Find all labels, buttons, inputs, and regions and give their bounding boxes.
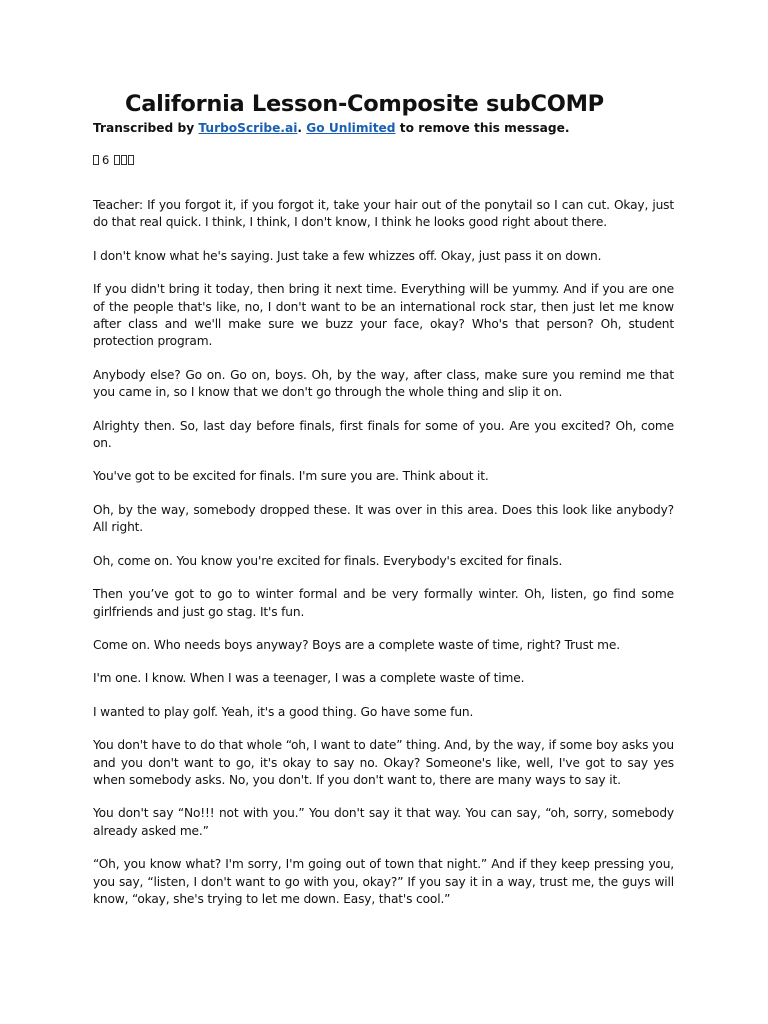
transcript-paragraph: Alrighty then. So, last day before finals, first finals for some of you. Are you excited? Oh, come on. — [93, 418, 674, 451]
transcript-paragraph: Then you’ve got to go to winter formal and be very formally winter. Oh, listen, go find some girlfriends and just go stag. It's fun. — [93, 587, 674, 619]
missing-glyphs-icon — [114, 155, 134, 165]
transcript-paragraph: Anybody else? Go on. Go on, boys. Oh, by the way, after class, make sure you remind me that you came in, so I know that we don't go through the whole thing and slip it on. — [93, 367, 674, 400]
transcript-paragraph: Oh, come on. You know you're excited for finals. Everybody's excited for finals. — [93, 553, 563, 568]
transcript-paragraph: Teacher: If you forgot it, if you forgot it, take your hair out of the ponytail so I can cut. Okay, just do that real quick. I think, I think, I don't know, I think he looks good right about there. — [93, 198, 674, 230]
credit-middle: . — [297, 121, 307, 135]
transcript-paragraph: You don't have to do that whole “oh, I want to date” thing. And, by the way, if some boy asks you and you don't want to go, it's okay to say no. Okay? Someone's like, well, I've got to say yes when somebody asks. No, you don't. If you don't want to, there are many ways to say it. — [93, 738, 674, 787]
transcript-paragraph: I wanted to play golf. Yeah, it's a good thing. Go have some fun. — [93, 704, 474, 719]
missing-glyph-icon — [93, 155, 99, 165]
meta-number: 6 — [102, 153, 110, 167]
transcription-credit — [93, 120, 674, 136]
transcript-paragraph: I'm one. I know. When I was a teenager, I was a complete waste of time. — [93, 671, 525, 686]
transcript-paragraph: If you didn't bring it today, then bring it next time. Everything will be yummy. And if you are one of the people that's like, no, I don't want to be an international rock star, then just let me know after class and we'll make sure we buzz your face, okay? Who's that person? Oh, student protection program. — [93, 282, 674, 349]
credit-suffix: to remove this message. — [395, 121, 570, 135]
transcript-meta — [93, 153, 674, 167]
transcript-body — [93, 197, 674, 908]
turboscribe-link[interactable]: TurboScribe.ai — [198, 121, 298, 135]
credit-prefix: Transcribed by — [93, 121, 199, 135]
document-title: California Lesson-Composite subCOMP — [125, 91, 604, 117]
go-unlimited-link[interactable]: Go Unlimited — [306, 121, 396, 135]
transcript-paragraph: Come on. Who needs boys anyway? Boys are a complete waste of time, right? Trust me. — [93, 637, 620, 652]
document-page — [93, 88, 674, 924]
transcript-paragraph: You don't say “No!!! not with you.” You don't say it that way. You can say, “oh, sorry, somebody already asked me.” — [93, 806, 674, 838]
transcript-paragraph: Oh, by the way, somebody dropped these. It was over in this area. Does this look like anybody? All right. — [93, 502, 674, 535]
transcript-paragraph: “Oh, you know what? I'm sorry, I'm going out of town that night.” And if they keep pressing you, you say, “listen, I don't want to go with you, okay?” If you say it in a way, trust me, the guys will know, “okay, she's trying to let me down. Easy, that's cool.” — [93, 857, 674, 906]
transcript-paragraph: You've got to be excited for finals. I'm sure you are. Think about it. — [93, 469, 489, 484]
transcript-paragraph: I don't know what he's saying. Just take a few whizzes off. Okay, just pass it on down. — [93, 248, 602, 263]
